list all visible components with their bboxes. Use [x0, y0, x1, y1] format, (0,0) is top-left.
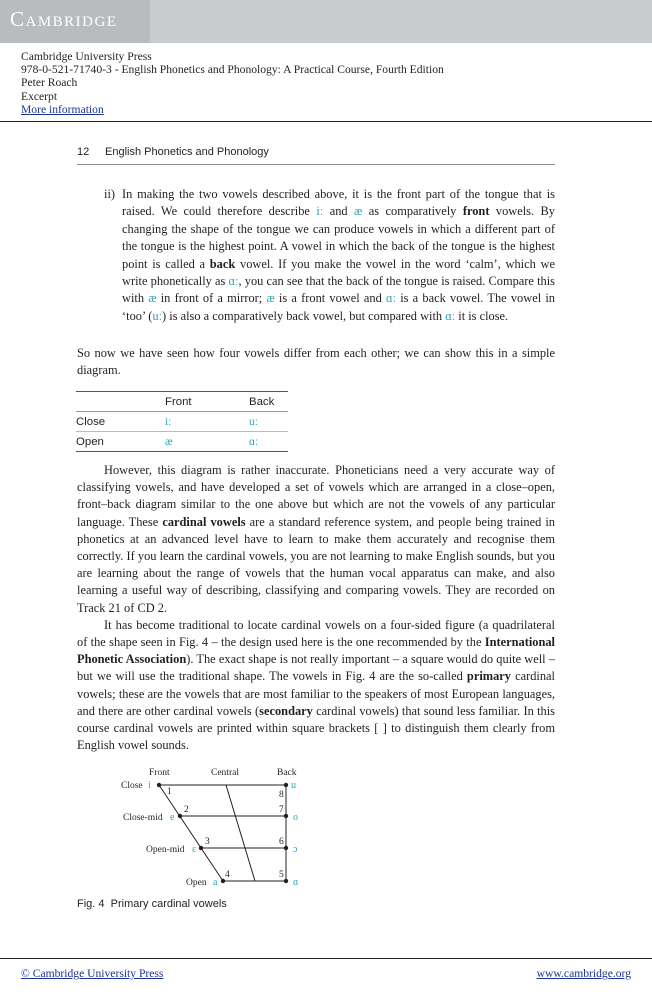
vowel-dot	[284, 846, 288, 850]
paragraph-cardinal-vowels: However, this diagram is rather inaccurate. Phoneticians need a very accurate way of classifying vowels, and have developed a set of vowels which are arranged in a close–open, front–back diagram similar to the one above but which are not the vowels of any particular language. These cardinal vowels are a standard reference system, and people being trained in phonetics at an advanced level have to learn to make them accurately and recognise them correctly. If you learn the cardinal vowels, you are not learning to make English sounds, but you are learning about the range of vowels that the human vocal apparatus can make, and also learning a useful way of describing, classifying and comparing vowels. They are recorded on Track 21 of CD 2. It has become traditional to locate cardinal vowels on a four-sided figure (a quadrilateral of the shape seen in Fig. 4 – the design used here is the one recommended by the International Phonetic Association). The exact shape is not really important – a square would do quite well – but we will use the traditional shape. The vowels in Fig. 4 are the so-called primary cardinal vowels; these are the vowels that are most familiar to the speakers of most European languages, and there are other cardinal vowels (secondary cardinal vowels) that sound less familiar. In this course cardinal vowels are printed within square brackets [ ] to distinguish them clearly from English vowel sounds.	[77, 462, 555, 754]
ipa-symbol: æ	[165, 435, 173, 448]
vowel-number: 6	[279, 837, 284, 847]
term-primary: primary	[466, 669, 511, 684]
vowel-table	[76, 391, 288, 452]
more-information-link[interactable]: More information	[21, 102, 104, 116]
vowel-dot	[284, 814, 288, 818]
ipa-symbol: ɑː	[386, 291, 396, 306]
label-close: Close	[121, 781, 143, 791]
page-number: 12	[77, 146, 90, 158]
ipa-symbol: iː	[165, 415, 172, 428]
table-row	[76, 432, 288, 452]
table-row	[76, 412, 288, 432]
ipa-symbol: uː	[152, 308, 163, 323]
publisher-line: Cambridge University Press	[21, 50, 152, 63]
running-head	[77, 146, 269, 158]
label-open: Open	[186, 878, 207, 888]
label-close-mid: Close-mid	[123, 813, 163, 823]
ipa-symbol: uː	[249, 415, 258, 428]
vowel-symbol: ɔ	[293, 844, 298, 855]
vowel-dot	[178, 814, 182, 818]
running-title: English Phonetics and Phonology	[105, 146, 269, 158]
table-header-row	[76, 392, 288, 412]
list-text: In making the two vowels described above, it is the front part of the tongue that is raised. We could therefore describe iː and æ as comparatively front vowels. By changing the shape of the tongue we can produce vowels in which a different part of the tongue is the highest point. A vowel in which the back of the tongue is the highest point is called a back vowel. If you make the vowel in the word ‘calm’, which we write phonetically as ɑː, you can see that the back of the tongue is raised. Compare this with æ in front of a mirror; æ is a front vowel and ɑː is a back vowel. The vowel in ‘too’ (uː) is also a comparatively back vowel, but compared with ɑː it is close.	[122, 187, 555, 323]
paragraph-quadrilateral: It has become traditional to locate cardinal vowels on a four-sided figure (a quadrilateral of the shape seen in Fig. 4 – the design used here is the one recommended by the International Phonetic Association). The exact shape is not really important – a square would do quite well – but we will use the traditional shape. The vowels in Fig. 4 are the so-called primary cardinal vowels; these are the vowels that are most familiar to the speakers of most European languages, and there are other cardinal vowels (secondary cardinal vowels) that sound less familiar. In this course cardinal vowels are printed within square brackets [ ] to distinguish them clearly from English vowel sounds.	[77, 617, 556, 753]
caption-number: Fig. 4	[77, 898, 105, 910]
vowel-symbol: a	[213, 877, 218, 888]
vowel-symbol: o	[293, 812, 298, 823]
author-line: Peter Roach	[21, 76, 78, 90]
vowel-dot	[284, 879, 288, 883]
vowel-number: 5	[279, 870, 284, 880]
ipa-symbol: iː	[316, 204, 324, 219]
vowel-number: 3	[205, 837, 210, 847]
ipa-symbol: ɑː	[249, 435, 259, 448]
vowel-number: 7	[279, 805, 284, 815]
vowel-symbol: ɛ	[192, 844, 197, 855]
term-ipa: International Phonetic Association	[77, 635, 555, 667]
vowel-number: 2	[184, 805, 189, 815]
vowel-number: 1	[167, 787, 172, 797]
isbn-title-line: 978-0-521-71740-3 - English Phonetics and Phonology: A Practical Course, Fourth Edition	[21, 63, 444, 77]
vowel-symbol: i	[148, 780, 151, 791]
label-back: Back	[277, 768, 297, 778]
list-number: ii)	[104, 187, 116, 201]
cardinal-vowel-figure	[100, 762, 310, 892]
figure-caption	[77, 898, 227, 910]
vowel-dot	[199, 846, 203, 850]
vowel-symbol: ɑ	[293, 877, 299, 888]
ipa-symbol: æ	[148, 291, 157, 306]
front-edge	[159, 785, 223, 881]
copyright-link[interactable]: © Cambridge University Press	[21, 967, 164, 980]
cambridge-logo: Cambridge	[10, 7, 118, 31]
vowel-dot	[284, 783, 288, 787]
ipa-symbol: ɑː	[228, 274, 239, 289]
header-divider	[0, 121, 652, 122]
logo-box	[0, 0, 150, 43]
central-line	[226, 785, 255, 881]
paragraph-intro: So now we have seen how four vowels differ from each other; we can show this in a simple diagram.	[77, 346, 555, 378]
column-header-back: Back	[249, 392, 288, 412]
label-front: Front	[149, 768, 170, 778]
ipa-symbol: æ	[266, 291, 275, 306]
row-label: Close	[76, 412, 165, 432]
footer-divider	[0, 958, 652, 959]
term-front: front	[462, 204, 490, 219]
vowel-number: 8	[279, 790, 284, 800]
ipa-symbol: ɑː	[445, 308, 456, 323]
vowel-symbol: e	[170, 812, 175, 823]
vowel-quadrilateral	[100, 762, 310, 892]
vowel-symbol: u	[291, 780, 296, 791]
vowel-dot	[157, 783, 161, 787]
label-open-mid: Open-mid	[146, 845, 185, 855]
term-secondary: secondary	[259, 703, 313, 718]
caption-text: Primary cardinal vowels	[110, 898, 227, 910]
website-link[interactable]: www.cambridge.org	[536, 967, 631, 980]
list-item-ii	[104, 186, 555, 325]
excerpt-line: Excerpt	[21, 89, 58, 103]
term-back: back	[209, 256, 236, 271]
row-label: Open	[76, 432, 165, 452]
vowel-number: 4	[225, 870, 230, 880]
ipa-symbol: æ	[354, 204, 363, 219]
term-cardinal-vowels: cardinal vowels	[162, 514, 246, 529]
running-head-rule	[77, 164, 555, 165]
book-info	[21, 50, 444, 116]
label-central: Central	[211, 768, 239, 778]
column-header-front: Front	[165, 392, 249, 412]
